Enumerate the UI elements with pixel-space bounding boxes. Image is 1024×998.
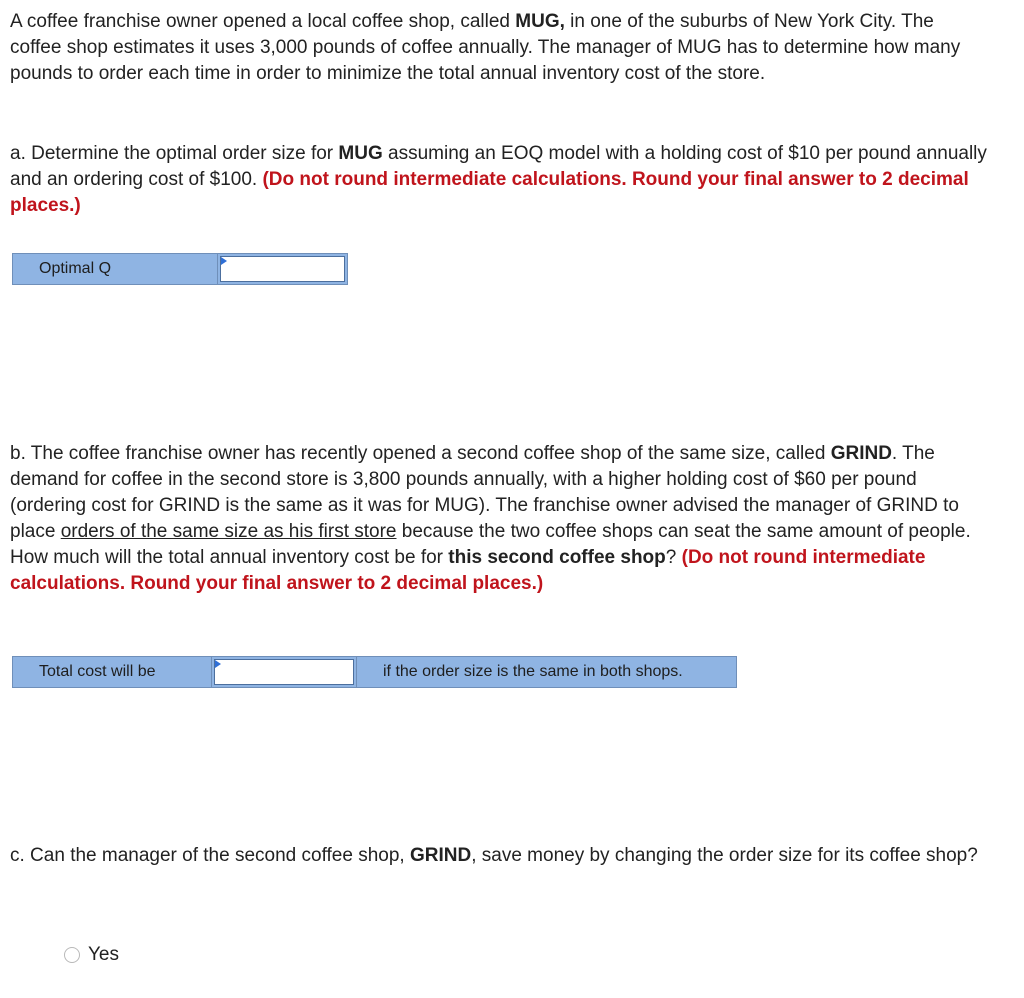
intro-shop-name-mug: MUG, bbox=[515, 11, 565, 32]
optimal-q-input[interactable] bbox=[220, 256, 345, 282]
part-b-second-shop-phrase: this second coffee shop bbox=[448, 547, 666, 568]
total-cost-label: Total cost will be bbox=[12, 656, 212, 688]
part-c-text-2: , save money by changing the order size for its coffee shop? bbox=[471, 845, 978, 866]
part-b-rounding-note: (Do not round intermediate calculations. Round your final answer to 2 decimal places.) bbox=[10, 547, 926, 594]
option-yes-label: Yes bbox=[88, 944, 119, 965]
intro-text-1: A coffee franchise owner opened a local coffee shop, called bbox=[10, 11, 516, 32]
radio-button-icon[interactable] bbox=[64, 947, 80, 963]
part-c-text-1: c. Can the manager of the second coffee shop, bbox=[10, 845, 410, 866]
part-b-answer-row bbox=[12, 656, 737, 688]
part-c-shop-name-grind: GRIND bbox=[409, 845, 472, 866]
part-b-text-3: because the two coffee shops can seat the same amount of people. How much will the total annual inventory cost be for bbox=[10, 521, 971, 568]
part-b-text-4: ? bbox=[665, 547, 682, 568]
total-cost-suffix: if the order size is the same in both shops. bbox=[357, 656, 737, 688]
part-b-text-1: b. The coffee franchise owner has recently opened a second coffee shop of the same size, called bbox=[10, 443, 831, 464]
part-a-text-2: assuming an EOQ model with a holding cost of $10 per pound annually and an ordering cost of $100. bbox=[10, 143, 987, 190]
intro-text-2: in one of the suburbs of New York City. The coffee shop estimates it uses 3,000 pounds of coffee annually. The manager of MUG has to determine how many pounds to order each time in order to minimize the total annual inventory cost of the store. bbox=[10, 11, 961, 84]
part-b-question bbox=[10, 441, 990, 597]
part-a-answer-row bbox=[12, 253, 348, 285]
total-cost-input[interactable] bbox=[214, 659, 354, 685]
part-b-text-2: . The demand for coffee in the second store is 3,800 pounds annually, with a higher holding cost of $60 per pound (ordering cost for GRIND is the same as it was for MUG). The franchise owner advised the manager of GRIND to place bbox=[10, 443, 959, 542]
intro-paragraph bbox=[10, 9, 990, 87]
answer-flag-icon bbox=[215, 660, 221, 668]
part-a-shop-name-mug: MUG bbox=[338, 143, 383, 164]
part-c-question bbox=[10, 843, 990, 869]
total-cost-input-cell bbox=[212, 656, 357, 688]
optimal-q-label: Optimal Q bbox=[12, 253, 218, 285]
part-a-text-1: a. Determine the optimal order size for bbox=[10, 143, 339, 164]
option-yes[interactable] bbox=[64, 944, 119, 966]
part-b-shop-name-grind: GRIND bbox=[830, 443, 892, 464]
part-b-underlined-phrase: orders of the same size as his first store bbox=[60, 521, 397, 542]
optimal-q-input-cell bbox=[218, 253, 348, 285]
part-a-question bbox=[10, 141, 990, 219]
answer-flag-icon bbox=[221, 257, 227, 265]
part-a-rounding-note: (Do not round intermediate calculations. Round your final answer to 2 decimal places.) bbox=[10, 169, 969, 216]
